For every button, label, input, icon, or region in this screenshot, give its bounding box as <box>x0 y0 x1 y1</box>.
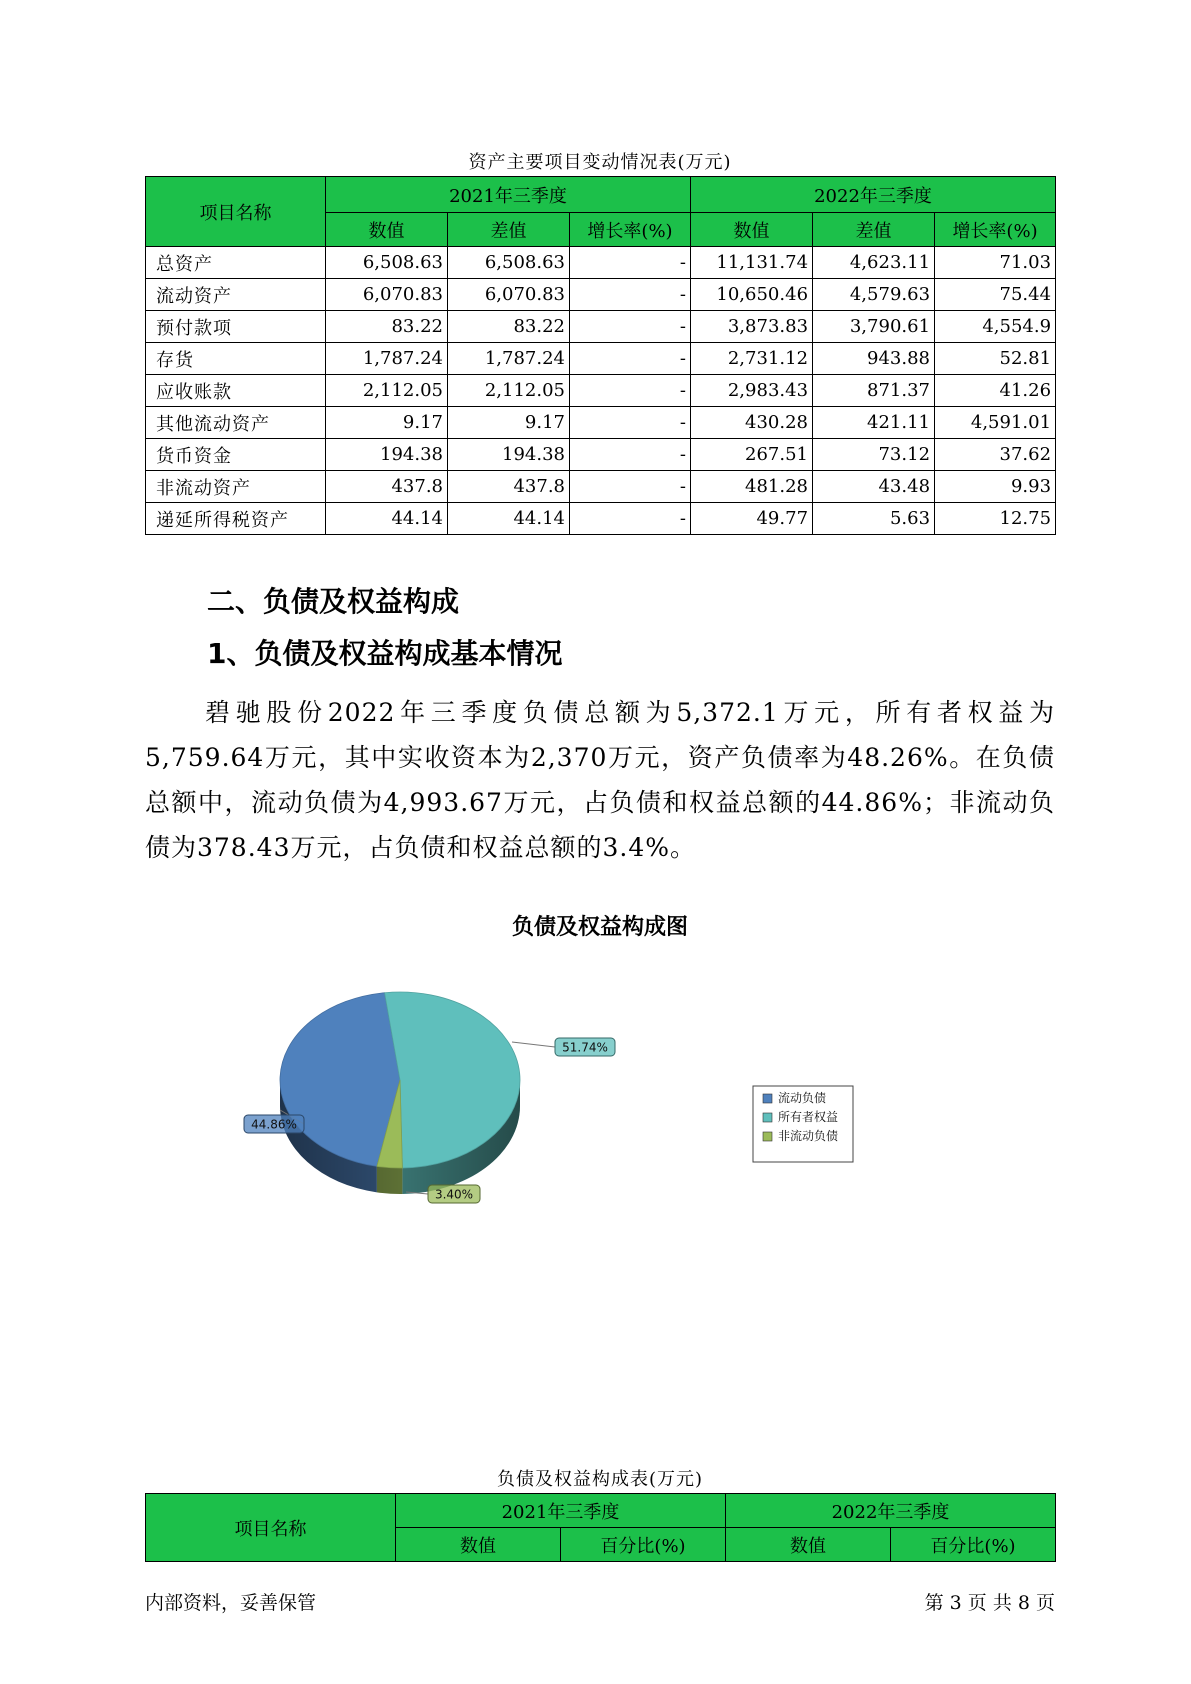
row-name: 流动资产 <box>146 279 326 311</box>
chart-title: 负债及权益构成图 <box>511 915 688 940</box>
cell-v2: 3,873.83 <box>691 311 813 343</box>
cell-d2: 43.48 <box>813 471 935 503</box>
cell-v1: 9.17 <box>326 407 448 439</box>
liab-header-year-2022: 2022年三季度 <box>726 1494 1056 1528</box>
pie-chart <box>200 980 880 1240</box>
label-leader <box>512 1042 555 1047</box>
cell-g1: - <box>570 439 691 471</box>
liab-header-item: 项目名称 <box>146 1494 396 1562</box>
cell-d1: 44.14 <box>448 503 570 535</box>
cell-d1: 83.22 <box>448 311 570 343</box>
header-diff: 差值 <box>813 213 935 247</box>
asset-table-caption: 资产主要项目变动情况表(万元) <box>468 152 732 173</box>
cell-v2: 2,983.43 <box>691 375 813 407</box>
legend-swatch <box>763 1094 772 1103</box>
cell-d1: 1,787.24 <box>448 343 570 375</box>
legend-swatch <box>763 1132 772 1141</box>
cell-v1: 437.8 <box>326 471 448 503</box>
table-row <box>146 375 1056 407</box>
liab-header-percent: 百分比(%) <box>891 1528 1056 1562</box>
asset-table <box>145 176 1056 535</box>
liab-header-year-2021: 2021年三季度 <box>396 1494 726 1528</box>
cell-v1: 6,070.83 <box>326 279 448 311</box>
cell-g1: - <box>570 407 691 439</box>
sub-heading: 1、负债及权益构成基本情况 <box>207 637 563 670</box>
data-label: 44.86% <box>251 1117 297 1132</box>
cell-d2: 3,790.61 <box>813 311 935 343</box>
chart-legend <box>753 1086 853 1162</box>
cell-g1: - <box>570 343 691 375</box>
row-name: 货币资金 <box>146 439 326 471</box>
table-row <box>146 247 1056 279</box>
cell-v2: 267.51 <box>691 439 813 471</box>
cell-v2: 11,131.74 <box>691 247 813 279</box>
table-row <box>146 279 1056 311</box>
cell-v1: 194.38 <box>326 439 448 471</box>
table-row <box>146 343 1056 375</box>
cell-g2: 4,591.01 <box>935 407 1056 439</box>
cell-v2: 430.28 <box>691 407 813 439</box>
cell-g2: 9.93 <box>935 471 1056 503</box>
cell-v1: 6,508.63 <box>326 247 448 279</box>
header-diff: 差值 <box>448 213 570 247</box>
row-name: 总资产 <box>146 247 326 279</box>
page-number: 第 3 页 共 8 页 <box>924 1592 1055 1614</box>
header-value: 数值 <box>326 213 448 247</box>
cell-v1: 83.22 <box>326 311 448 343</box>
footer-note: 内部资料，妥善保管 <box>145 1592 317 1614</box>
cell-g2: 37.62 <box>935 439 1056 471</box>
data-label: 3.40% <box>434 1187 474 1202</box>
cell-v2: 49.77 <box>691 503 813 535</box>
liab-header-value: 数值 <box>396 1528 561 1562</box>
cell-d1: 2,112.05 <box>448 375 570 407</box>
cell-g1: - <box>570 311 691 343</box>
liabilities-table <box>145 1493 1056 1562</box>
cell-v1: 44.14 <box>326 503 448 535</box>
cell-d2: 871.37 <box>813 375 935 407</box>
row-name: 应收账款 <box>146 375 326 407</box>
cell-v1: 2,112.05 <box>326 375 448 407</box>
cell-d1: 437.8 <box>448 471 570 503</box>
cell-g1: - <box>570 503 691 535</box>
cell-g1: - <box>570 471 691 503</box>
data-label: 51.74% <box>562 1040 608 1055</box>
section-heading: 二、负债及权益构成 <box>207 585 460 618</box>
cell-g2: 12.75 <box>935 503 1056 535</box>
cell-d2: 5.63 <box>813 503 935 535</box>
table-row <box>146 471 1056 503</box>
cell-v1: 1,787.24 <box>326 343 448 375</box>
row-name: 预付款项 <box>146 311 326 343</box>
header-value: 数值 <box>691 213 813 247</box>
cell-d1: 194.38 <box>448 439 570 471</box>
cell-g2: 75.44 <box>935 279 1056 311</box>
cell-d2: 73.12 <box>813 439 935 471</box>
cell-d2: 4,623.11 <box>813 247 935 279</box>
header-growth: 增长率(%) <box>570 213 691 247</box>
header-year-2021: 2021年三季度 <box>326 177 691 213</box>
cell-g2: 4,554.9 <box>935 311 1056 343</box>
cell-v2: 2,731.12 <box>691 343 813 375</box>
cell-d2: 943.88 <box>813 343 935 375</box>
cell-d2: 421.11 <box>813 407 935 439</box>
table-row <box>146 407 1056 439</box>
table-row <box>146 439 1056 471</box>
cell-v2: 10,650.46 <box>691 279 813 311</box>
cell-v2: 481.28 <box>691 471 813 503</box>
cell-d2: 4,579.63 <box>813 279 935 311</box>
cell-g1: - <box>570 279 691 311</box>
header-item: 项目名称 <box>146 177 326 247</box>
table-row <box>146 503 1056 535</box>
header-year-2022: 2022年三季度 <box>691 177 1056 213</box>
legend-entry: 非流动负债 <box>778 1129 839 1143</box>
liab-table-caption: 负债及权益构成表(万元) <box>496 1469 704 1490</box>
legend-swatch <box>763 1113 772 1122</box>
cell-g1: - <box>570 247 691 279</box>
cell-g1: - <box>570 375 691 407</box>
row-name: 存货 <box>146 343 326 375</box>
summary-paragraph: 碧驰股份2022年三季度负债总额为5,372.1万元，所有者权益为5,759.64万元，其中实收资本为2,370万元，资产负债率为48.26%。在负债总额中，流动负债为4,993.67万元，占负债和权益总额的44.86%；非流动负债为378.43万元，占负债和权益总额的3.4%。 <box>145 698 1055 862</box>
row-name: 递延所得税资产 <box>146 503 326 535</box>
row-name: 其他流动资产 <box>146 407 326 439</box>
cell-d1: 9.17 <box>448 407 570 439</box>
table-row <box>146 311 1056 343</box>
cell-d1: 6,508.63 <box>448 247 570 279</box>
cell-g2: 71.03 <box>935 247 1056 279</box>
cell-d1: 6,070.83 <box>448 279 570 311</box>
liab-header-value: 数值 <box>726 1528 891 1562</box>
cell-g2: 52.81 <box>935 343 1056 375</box>
legend-entry: 所有者权益 <box>778 1110 839 1124</box>
cell-g2: 41.26 <box>935 375 1056 407</box>
liab-header-percent: 百分比(%) <box>561 1528 726 1562</box>
header-growth: 增长率(%) <box>935 213 1056 247</box>
row-name: 非流动资产 <box>146 471 326 503</box>
legend-entry: 流动负债 <box>778 1091 827 1105</box>
